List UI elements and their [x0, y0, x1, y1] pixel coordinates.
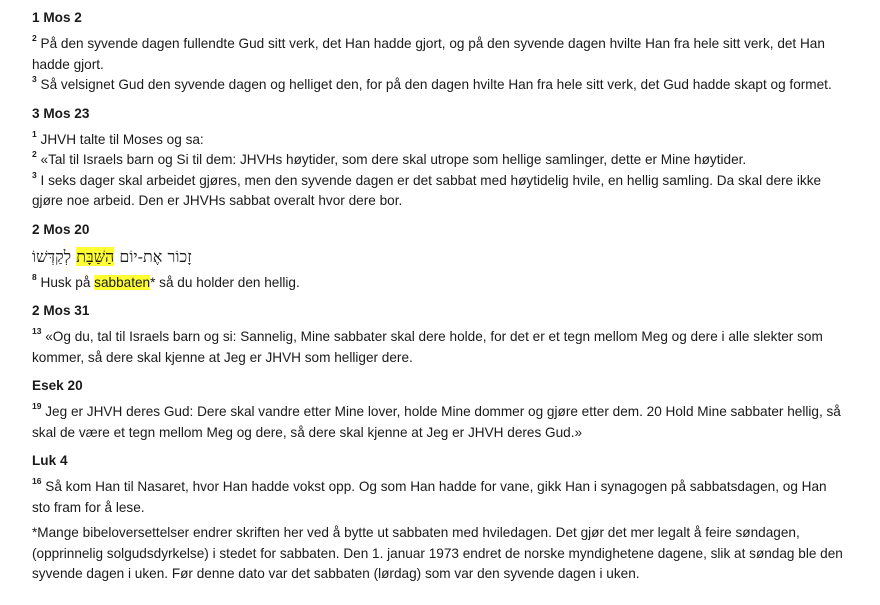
verse-number: 8 — [32, 271, 37, 282]
footnote: *Mange bibeloversettelser endrer skriften her ved å bytte ut sabbaten med hviledagen. Det gjør det mer legalt å feire søndagen, (opprinnelig solgudsdyrkelse) i stedet for sabbaten. Den 1. januar 1973 endret de norske myndighetene dagene, slik at søndag ble den syvende dagen i uken. Før denne dato var det sabbaten (lørdag) som var den syvende dagen i uken. — [32, 525, 843, 581]
verse — [32, 273, 848, 294]
verse-text: * så du holder den hellig. — [150, 274, 300, 290]
section-heading: 2 Mos 20 — [32, 221, 90, 237]
verse-number: 3 — [32, 74, 37, 85]
verse — [32, 34, 848, 75]
verse-text: På den syvende dagen fullendte Gud sitt verk, det Han hadde gjort, og på den syvende dagen hvilte Han fra hele sitt verk, det Han hadde gjort. — [32, 36, 825, 72]
verse-number: 3 — [32, 169, 37, 180]
verse-text: «Og du, tal til Israels barn og si: Sannelig, Mine sabbater skal dere holde, for det er et tegn mellom Meg og dere i alle slekter som kommer, så dere skal kjenne at Jeg er JHVH som helliger dere. — [32, 329, 823, 365]
verse — [32, 327, 848, 368]
verse-number: 19 — [32, 401, 42, 412]
verse-text: Jeg er JHVH deres Gud: Dere skal vandre etter Mine lover, holde Mine dommer og gjøre etter dem. 20 Hold Mine sabbater hellig, så skal de være et tegn mellom Meg og dere, så dere skal kjenne at Jeg er JHVH deres Gud.» — [32, 404, 841, 440]
verse-number: 16 — [32, 476, 42, 487]
section-heading: 2 Mos 31 — [32, 303, 90, 318]
verse-text: «Tal til Israels barn og Si til dem: JHVHs høytider, som dere skal utrope som hellige samlinger, dette er Mine høytider. — [40, 152, 747, 167]
hebrew-highlight: הַשַּׁבָּת — [76, 246, 115, 266]
hebrew-verse — [32, 246, 848, 268]
hebrew-text: לְקַדְּשׁוֹ — [32, 246, 77, 266]
verse — [32, 130, 848, 151]
highlighted-word: sabbaten — [94, 274, 151, 290]
verse-text: Så velsignet Gud den syvende dagen og helliget den, for på den dagen hvilte Han fra hele sitt verk, det Gud hadde skapt og formet. — [40, 77, 832, 92]
section-heading: Esek 20 — [32, 378, 83, 393]
section-heading: 1 Mos 2 — [32, 10, 82, 25]
verse-text: Så kom Han til Nasaret, hvor Han hadde vokst opp. Og som Han hadde for vane, gikk Han i synagogen på sabbatsdagen, og Han sto fram for å lese. — [32, 479, 827, 515]
verse — [32, 402, 848, 443]
verse — [32, 171, 848, 212]
verse — [32, 150, 848, 171]
hebrew-text: זָכוֹר אֶת-יוֹם — [114, 246, 192, 266]
verse-number: 2 — [32, 33, 37, 44]
verse-number: 13 — [32, 326, 42, 337]
verse-text: Husk på — [40, 274, 95, 290]
section-heading: 3 Mos 23 — [32, 105, 90, 121]
section-heading: Luk 4 — [32, 453, 68, 468]
verse-number: 1 — [32, 128, 37, 139]
verse-text: JHVH talte til Moses og sa: — [40, 131, 204, 147]
verse — [32, 75, 848, 96]
verse-number: 2 — [32, 149, 37, 160]
verse — [32, 477, 848, 518]
verse-text: I seks dager skal arbeidet gjøres, men den syvende dagen er det sabbat med høytidelig hvile, en hellig samling. Da skal dere ikke gjøre noe arbeid. Den er JHVHs sabbat overalt hvor dere bor. — [32, 172, 822, 208]
